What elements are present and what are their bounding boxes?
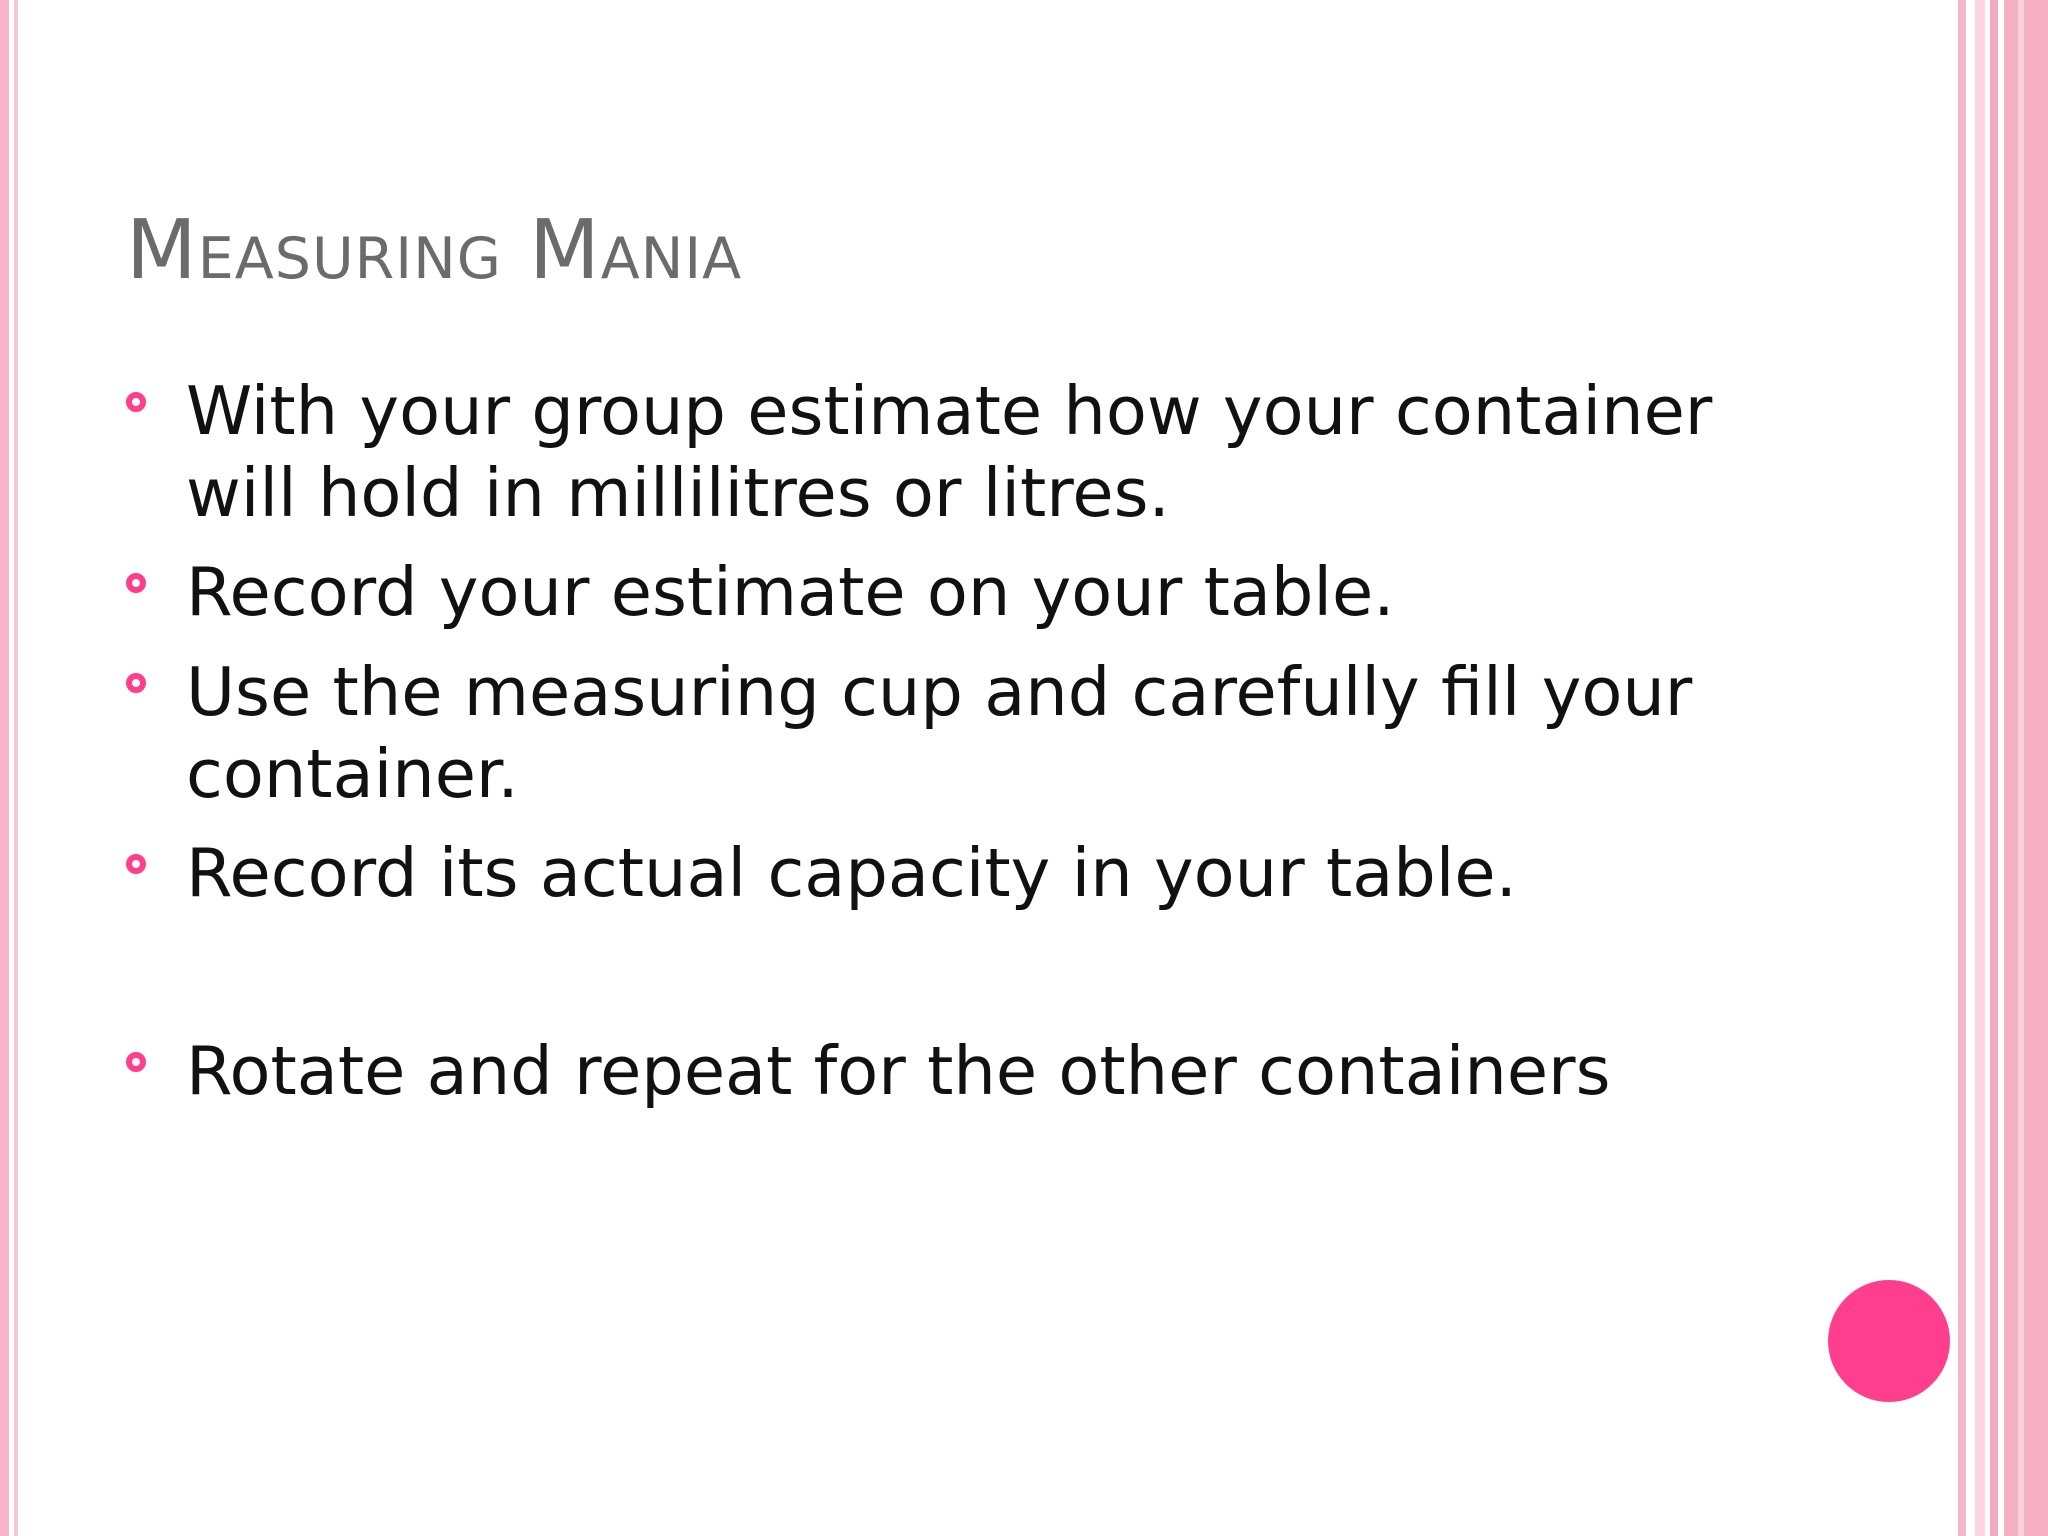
bullet-text: Record your estimate on your table.	[186, 553, 1395, 631]
right-border-band	[2004, 0, 2048, 1536]
bullet-ring-icon	[126, 392, 146, 412]
bullet-text: Rotate and repeat for the other containers	[186, 1032, 1611, 1110]
bullet-ring-icon	[126, 1052, 146, 1072]
bullet-ring-icon	[126, 673, 146, 693]
slide-title: Measuring Mania	[126, 203, 743, 298]
right-border-stripe	[1958, 0, 1966, 1536]
bullet-text: Record its actual capacity in your table.	[186, 834, 1517, 912]
bullet-ring-icon	[126, 854, 146, 874]
bullet-text: With your group estimate how your container will hold in millilitres or litres.	[186, 372, 1713, 532]
bullet-ring-icon	[126, 573, 146, 593]
right-border-stripe	[2018, 0, 2024, 1536]
bullet-text: Use the measuring cup and carefully fill your container.	[186, 653, 1693, 813]
right-border-stripe	[1975, 0, 1985, 1536]
right-border-stripe	[1990, 0, 1998, 1536]
